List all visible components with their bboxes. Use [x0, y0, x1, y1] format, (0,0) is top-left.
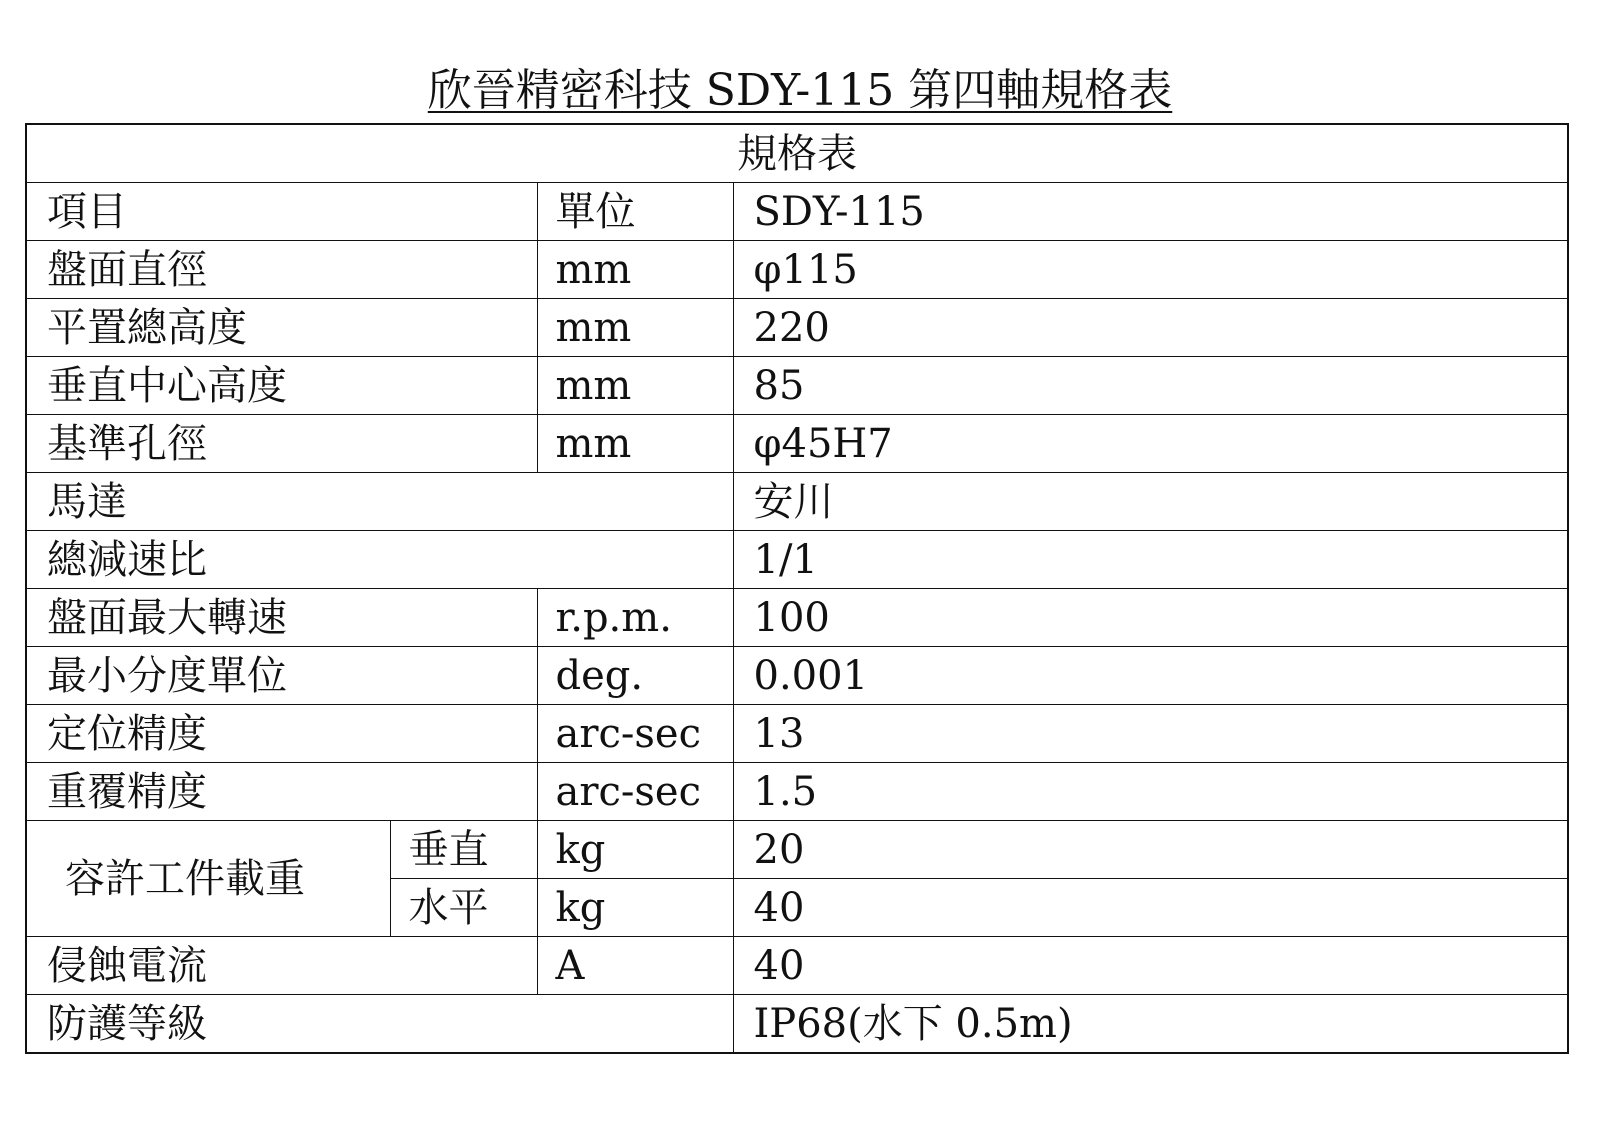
row-unit: arc-sec — [537, 763, 733, 821]
row-item: 基準孔徑 — [26, 415, 537, 473]
row-item: 最小分度單位 — [26, 647, 537, 705]
row-unit: A — [537, 937, 733, 995]
load-vertical-label: 垂直 — [390, 821, 537, 879]
table-row — [26, 647, 1568, 705]
row-item: 定位精度 — [26, 705, 537, 763]
header-model: SDY-115 — [733, 183, 1568, 241]
table-row — [26, 821, 1568, 879]
table-row — [26, 531, 1568, 589]
row-value: 13 — [733, 705, 1568, 763]
load-vertical-unit: kg — [537, 821, 733, 879]
row-value: 220 — [733, 299, 1568, 357]
row-item: 侵蝕電流 — [26, 937, 537, 995]
row-value: 85 — [733, 357, 1568, 415]
table-row — [26, 763, 1568, 821]
document-title: 欣晉精密科技 SDY-115 第四軸規格表 — [427, 65, 1173, 116]
table-row — [26, 937, 1568, 995]
row-item: 馬達 — [26, 473, 733, 531]
row-item: 平置總高度 — [26, 299, 537, 357]
row-value: 1/1 — [733, 531, 1568, 589]
table-row — [26, 241, 1568, 299]
load-vertical-value: 20 — [733, 821, 1568, 879]
row-unit: mm — [537, 415, 733, 473]
table-row — [26, 473, 1568, 531]
row-item: 盤面最大轉速 — [26, 589, 537, 647]
caption-row — [26, 124, 1568, 183]
load-horizontal-value: 40 — [733, 879, 1568, 937]
row-value: IP68(水下 0.5m) — [733, 995, 1568, 1054]
table-row — [26, 705, 1568, 763]
row-value: 100 — [733, 589, 1568, 647]
row-value: φ45H7 — [733, 415, 1568, 473]
header-item: 項目 — [26, 183, 537, 241]
table-caption: 規格表 — [26, 124, 1568, 183]
row-item: 總減速比 — [26, 531, 733, 589]
row-value: 1.5 — [733, 763, 1568, 821]
row-unit: r.p.m. — [537, 589, 733, 647]
row-unit: deg. — [537, 647, 733, 705]
table-row — [26, 299, 1568, 357]
load-horizontal-unit: kg — [537, 879, 733, 937]
row-value: 40 — [733, 937, 1568, 995]
table-row — [26, 415, 1568, 473]
row-unit: mm — [537, 357, 733, 415]
row-item: 防護等級 — [26, 995, 733, 1054]
row-item: 垂直中心高度 — [26, 357, 537, 415]
header-unit: 單位 — [537, 183, 733, 241]
table-row — [26, 357, 1568, 415]
table-row — [26, 589, 1568, 647]
row-unit: mm — [537, 299, 733, 357]
spec-table — [25, 123, 1569, 1054]
row-unit: arc-sec — [537, 705, 733, 763]
load-item: 容許工件載重 — [26, 821, 390, 937]
row-unit: mm — [537, 241, 733, 299]
header-row — [26, 183, 1568, 241]
row-value: 0.001 — [733, 647, 1568, 705]
load-horizontal-label: 水平 — [390, 879, 537, 937]
row-item: 盤面直徑 — [26, 241, 537, 299]
table-row — [26, 995, 1568, 1054]
row-value: φ115 — [733, 241, 1568, 299]
row-value: 安川 — [733, 473, 1568, 531]
row-item: 重覆精度 — [26, 763, 537, 821]
